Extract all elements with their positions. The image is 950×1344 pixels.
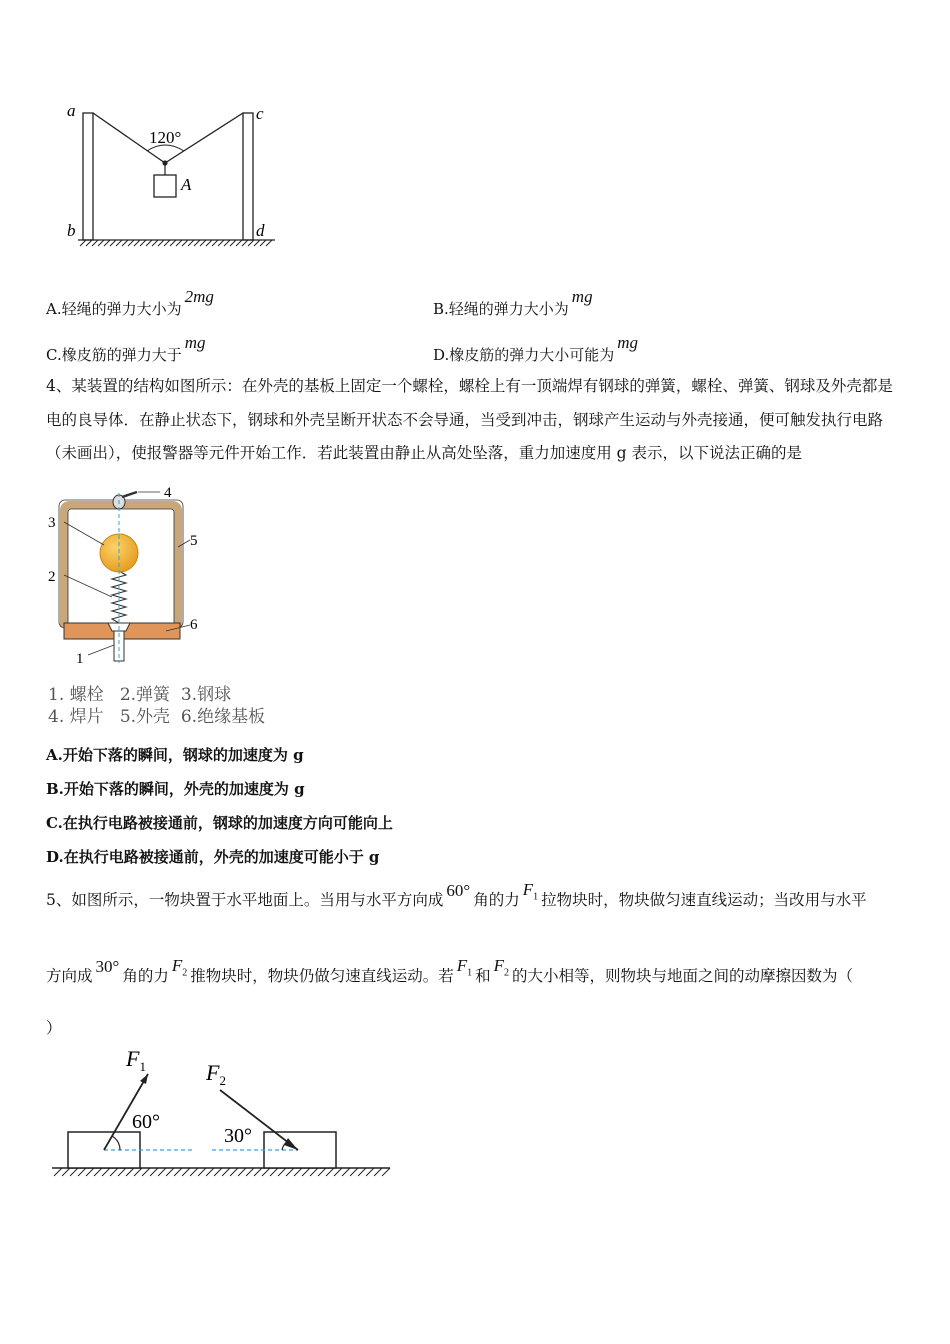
label-5: 5 (190, 533, 198, 549)
alarm-device-figure (42, 485, 222, 670)
label-block: A (181, 175, 192, 194)
label-3: 3 (48, 515, 56, 531)
q4-option-a[interactable]: A.开始下落的瞬间，钢球的加速度为 g (46, 746, 304, 764)
q4-option-b[interactable]: B.开始下落的瞬间，外壳的加速度为 g (46, 780, 305, 798)
q4-option-c[interactable]: C.在执行电路被接通前，钢球的加速度方向可能向上 (46, 814, 393, 832)
block-right (264, 1132, 336, 1168)
label-b: b (67, 221, 76, 240)
q4-option-d[interactable]: D.在执行电路被接通前，外壳的加速度可能小于 g (46, 848, 380, 866)
legend-line-2: 4. 焊片 5.外壳 6.绝缘基板 (48, 707, 266, 727)
label-4: 4 (164, 485, 172, 501)
left-pole (83, 113, 93, 240)
force-blocks-figure (48, 1040, 398, 1185)
q3-option-b[interactable]: B.轻绳的弹力大小为mg (433, 287, 593, 318)
q5-stem-line-2: 方向成 30° 角的力$F_2$ 推物块时，物块仍做匀速直线运动。若$F_1$ 和$F_2$ 的大小相等，则物块与地面之间的动摩擦因数为（ (46, 956, 854, 985)
q4-legend (48, 684, 265, 728)
label-c: c (256, 104, 264, 123)
q4-stem: 4、某装置的结构如图所示：在外壳的基板上固定一个螺栓，螺栓上有一顶端焊有钢球的弹簧，螺栓、弹簧、钢球及外壳都是电的良导体．在静止状态下，钢球和外壳呈断开状态不会导通，当受到冲击，钢球产生运动与外壳接通，便可触发执行电路（未画出），使报警器等元件开始工作．若此装置由静止从高处坠落，重力加速度用 g 表示，以下说法正确的是 (46, 377, 893, 462)
legend-line-1: 1. 螺栓 2.弹簧 3.钢球 (48, 685, 232, 705)
q3-option-d[interactable]: D.橡皮筋的弹力大小可能为mg (433, 333, 639, 364)
right-pole (243, 113, 253, 240)
label-6: 6 (190, 617, 198, 633)
label-f1: $F_1$ (126, 1046, 146, 1074)
label-angle: 120° (149, 128, 182, 147)
q5-stem-line-1: 5、如图所示，一物块置于水平地面上。当用与水平方向成 60° 角的力$F_1$ 拉物块时，物块做匀速直线运动；当改用与水平 (46, 880, 867, 909)
rope-pole-figure (50, 95, 290, 255)
q3-option-a[interactable]: A.轻绳的弹力大小为2mg (46, 287, 214, 318)
label-1: 1 (76, 651, 84, 667)
label-60: 60° (132, 1111, 160, 1133)
label-2: 2 (48, 569, 56, 585)
block-a (154, 175, 176, 197)
label-30: 30° (224, 1125, 252, 1147)
q3-option-c[interactable]: C.橡皮筋的弹力大于mg (46, 333, 206, 364)
label-d: d (256, 221, 265, 240)
q5-stem-line-3: ） (46, 1019, 62, 1037)
label-f2: $F_2$ (206, 1060, 226, 1088)
label-a: a (67, 101, 76, 120)
